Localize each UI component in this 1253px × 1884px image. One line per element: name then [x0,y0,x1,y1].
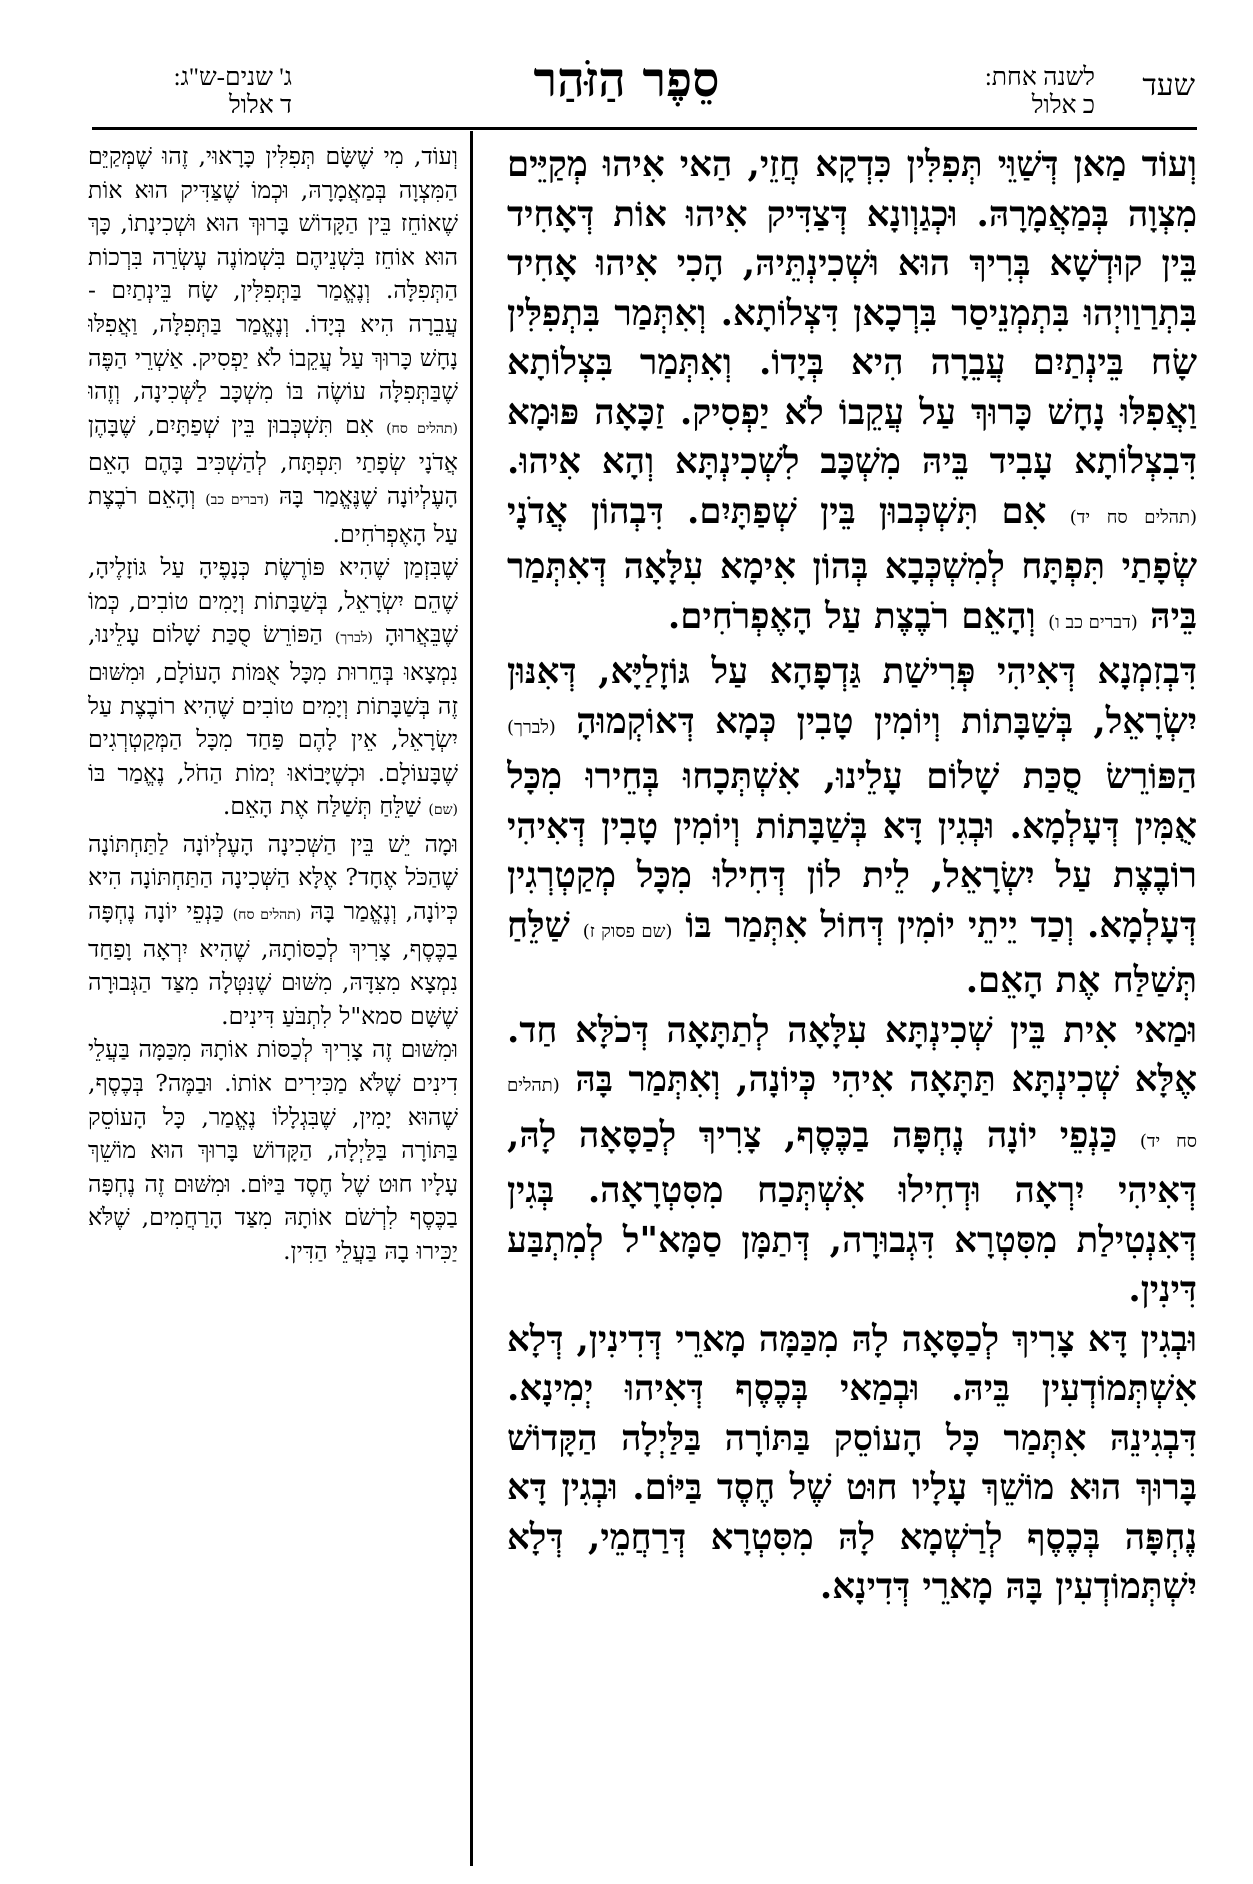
main-p1-text: וְעוֹד מַאן דְּשַׁוֵּי תְּפִלִּין כִּדְקָא חֲזֵי, הַאי אִיהוּ מְקַיֵּים מִצְוָה בְּמַאֲמָרָהּ. וּכְגַוְונָא דְּצַדִּיק אִיהוּ אוֹת דְּאָחִיד בֵּין קוּדְשָׁא בְּרִיךְ הוּא וּשְׁכִינְתֵּיהּ, הָכִי אִיהוּ אָחִיד בִּתְרַוַויְהוּ בִּתְמְנֵיסַר בִּרְכָאן דִּצְלוֹתָא. וְאִתְּמַר בִּתְפִלִּין שָׂח בֵּינְתַיִם עֲבֵרָה הִיא בְּיָדוֹ. וְאִתְּמַר בִּצְלוֹתָא וַאֲפִלּוּ נָחָשׁ כָּרוּךְ עַל עֲקֵבוֹ לֹא יַפְסִיק. זַכָּאָה פּוּמָא דִּבִצְלוֹתָא עָבִיד בֵּיהּ מִשְׁכָּב לִשְׁכִינְתָּא וְהָא אִיהוּ. [507,144,1197,482]
side-p2-ref: (לברך) [334,630,373,647]
main-paragraph-1 [507,140,1197,647]
main-p2-text: דִּבְזִמְנָא דְּאִיהִי פְּרִישַׁת גַּדְפָהָא עַל גּוֹזָלַיָּא, דְּאִנּוּן יִשְׂרָאֵל, בְּשַׁבָּתוֹת וְיוֹמִין טָבִין כְּמָא דְּאוֹקְמוּהָ [507,651,1197,742]
translation-column [88,140,458,1870]
main-p1-cont: אִם תִּשְׁכְּבוּן בֵּין שְׁפַתָּיִם. דִּבְהוֹן אֲדֹנָי שְׂפָתַי תִּפְתָּח לְמִשְׁכְּבָא בְּהוֹן אִימָא עִלָּאָה דְּאִתְּמַר בֵּיהּ [507,490,1197,637]
side-p1-end: וְהָאֵם רֹבֶצֶת עַל הָאֶפְרֹחִים. [88,481,458,548]
side-p4-text: וּמִשּׁוּם זֶה צָרִיךְ לְכַסּוֹת אוֹתָהּ מִכַּמָּה בַּעֲלֵי דִינִים שֶׁלֹּא מַכִּירִים אוֹתוֹ. וּבַמֶּה? בְּכֶסֶף, שֶׁהוּא יָמִין, שֶׁבִּגְלָלוֹ נֶאֱמַר, כָּל הָעוֹסֵק בַּתּוֹרָה בַּלַּיְלָה, הַקָּדוֹשׁ בָּרוּךְ הוּא מוֹשֵׁךְ עָלָיו חוּט שֶׁל חֶסֶד בַּיּוֹם. וּמִשּׁוּם זֶה נֶחְפָּה בַכֶּסֶף לִרְשֹׁם אוֹתָהּ מִצַּד הָרַחֲמִים, שֶׁלֹּא יַכִּירוּ בָהּ בַּעֲלֵי הַדִּין. [88,1035,458,1265]
side-paragraph-2 [88,551,458,828]
side-p1-ref: (תהלים סח) [386,420,458,437]
main-p3-cont: כַּנְפֵי יוֹנָה נֶחְפָּה בַכֶּסֶף, צָרִיךְ לְכַסָּאָה לָהּ, דְּאִיהִי יִרְאָה וּדְחִילוּ אִשְׁתְּכַח מִסִּטְרָאָה. בְּגִין דְּאִנְטִילַת מִסִּטְרָא דִּגְבוּרָה, דְּתַמָּן סַמָּא"ל לְמִתְבַּע דִּינִין. [507,1114,1197,1310]
page-number: שעד [1142,69,1195,102]
column-divider [470,131,473,1866]
one-year-schedule-line1: לשנה אחת: [984,64,1095,91]
side-p2-end: שַׁלֵּחַ תְּשַׁלַּח אֶת הָאֵם. [222,792,421,821]
header-rule [92,127,1197,130]
main-p1-ref2: (דברים כב ו) [1048,611,1138,633]
main-p1-end: וְהָאֵם רֹבֶצֶת עַל הָאֶפְרֹחִים. [667,595,1036,637]
side-paragraph-1 [88,140,458,551]
side-p2-cont: הַפּוֹרֵשׂ סֻכַּת שָׁלוֹם עָלֵינוּ, נִמְצָאוּ בְּחֵרוּת מִכָּל אֻמּוֹת הָעוֹלָם, וּמִשּׁוּם זֶה בְּשַׁבָּתוֹת וְיָמִים טוֹבִים שֶׁהִיא רוֹבֶצֶת עַל יִשְׂרָאֵל, אֵין לָהֶם פַּחַד מִכָּל הַמְּקַטְרְגִים שֶׁבָּעוֹלָם. וּכְשֶׁיָּבוֹאוּ יְמוֹת הַחֹל, נֶאֱמַר בּוֹ [88,620,458,787]
side-p2-text: שֶׁבִּזְמַן שֶׁהִיא פּוֹרֶשֶׂת כְּנָפֶיהָ עַל גּוֹזָלֶיהָ, שֶׁהֵם יִשְׂרָאֵל, בְּשַׁבָּתוֹת וְיָמִים טוֹבִים, כְּמוֹ שֶׁבֵּאֲרוּהָ [88,553,458,649]
main-p2-ref2: (שם פסוק ז) [582,920,673,942]
one-year-schedule-line2: כ אלול [1031,92,1095,119]
main-paragraph-4 [507,1315,1197,1612]
side-paragraph-3 [88,828,458,1034]
main-paragraph-2 [507,647,1197,1006]
three-year-schedule-line2: ד אלול [228,92,292,119]
main-p2-end: שַׁלֵּחַ תְּשַׁלַּח אֶת הָאֵם. [507,904,1197,1001]
side-paragraph-4 [88,1033,458,1268]
main-text-column [507,140,1197,1870]
side-p3-ref: (תהלים סח) [232,907,302,924]
side-p2-ref2: (שם) [428,802,458,819]
main-p3-ref: (תהלים סח יד) [507,1075,1197,1152]
side-p3-cont: כַּנְפֵי יוֹנָה נֶחְפָּה בַכֶּסֶף, צָרִיךְ לְכַסּוֹתָהּ, שֶׁהִיא יִרְאָה וָפַחַד נִמְצָא מִצִּדָּהּ, מִשּׁוּם שֶׁנִּטְּלָה מִצַּד הַגְּבוּרָה שֶׁשָּׁם סמא"ל לִתְבֹּעַ דִּינִים. [88,897,458,1030]
side-p3-text: וּמָה יֵשׁ בֵּין הַשְּׁכִינָה הָעֶלְיוֹנָה לַתַּחְתּוֹנָה שֶׁהַכֹּל אֶחָד? אֶלָּא הַשְּׁכִינָה הַתַּחְתּוֹנָה הִיא כְּיוֹנָה, וְנֶאֱמַר בָּהּ [88,829,458,926]
side-p1-ref2: (דברים כב) [205,491,270,508]
side-p1-text: וְעוֹד, מִי שֶׁשָּׂם תְּפִלִּין כָּרָאוּי, זֶהוּ שֶׁמְּקַיֵּם הַמִּצְוָה בְּמַאֲמָרָהּ, וּכְמוֹ שֶׁצַּדִּיק הוּא אוֹת שֶׁאוֹחֵז בֵּין הַקָּדוֹשׁ בָּרוּךְ הוּא וּשְׁכִינָתוֹ, כָּךְ הוּא אוֹחֵז בִּשְׁנֵיהֶם בִּשְׁמוֹנֶה עֶשְׂרֵה בִּרְכוֹת הַתְּפִלָּה. וְנֶאֱמַר בַּתְּפִלִּין, שָׂח בֵּינְתַיִם - עֲבֵרָה הִיא בְּיָדוֹ. וְנֶאֱמַר בַּתְּפִלָּה, וַאֲפִלּוּ נָחָשׁ כָּרוּךְ עַל עֲקֵבוֹ לֹא יַפְסִיק. אַשְׁרֵי הַפֶּה שֶׁבַּתְּפִלָּה עוֹשֶׂה בּוֹ מִשְׁכָּב לַשְּׁכִינָה, וְזֶהוּ [88,142,458,406]
book-title: סֵפֶר הַזֹּהַר [533,52,720,108]
side-p1-cont: אִם תִּשְׁכְּבוּן בֵּין שְׁפַתָּיִם, שֶׁבָּהֶן אֲדֹנָי שְׂפָתַי תִּפְתָּח, לְהַשְׁכִּיב בָּהֶם הָאֵם הָעֶלְיוֹנָה שֶׁנֶּאֱמַר בָּהּ [88,410,458,510]
main-p4-text: וּבְגִין דָּא צָרִיךְ לְכַסָּאָה לָהּ מִכַּמָּה מָארֵי דְּדִינִין, דְּלָא אִשְׁתְּמוֹדְעִין בֵּיהּ. וּבְמַאי בְּכֶסֶף דְּאִיהוּ יְמִינָא. דִּבְגִינֵהּ אִתְּמַר כָּל הָעוֹסֵק בַּתּוֹרָה בַּלַּיְלָה הַקָּדוֹשׁ בָּרוּךְ הוּא מוֹשֵׁךְ עָלָיו חוּט שֶׁל חֶסֶד בַּיּוֹם. וּבְגִין דָּא נֶחְפָּה בְּכֶסֶף לְרַשְׁמָא לָהּ מִסִּטְרָא דְּרַחֲמֵי, דְּלָא יִשְׁתְּמוֹדְעִין בָּהּ מָארֵי דְּדִינָא. [507,1318,1197,1607]
three-year-schedule-line1: ג' שנים-ש"ג: [173,64,292,91]
main-p3-text: וּמַאי אִית בֵּין שְׁכִינְתָּא עִלָּאָה לְתַתָּאָה דְּכֹלָּא חַד. אֶלָּא שְׁכִינְתָּא תַּתָּאָה אִיהִי כְּיוֹנָה, וְאִתְּמַר בָּהּ [507,1009,1197,1100]
main-p2-ref: (לברך) [507,716,556,738]
main-p1-ref: (תהלים סח יד) [1069,506,1197,528]
main-p2-cont: הַפּוֹרֵשׂ סֻכַּת שָׁלוֹם עָלֵינוּ, אִשְׁתְּכָחוּ בְּחֵירוּ מִכָּל אֻמִּין דְּעָלְמָא. וּבְגִין דָּא בְּשַׁבָּתוֹת וְיוֹמִין טָבִין דְּאִיהִי רוֹבֶצֶת עַל יִשְׂרָאֵל, לֵית לוֹן דְּחִילוּ מִכָּל מְקַטְרְגִין דְּעָלְמָא. וְכַד יֵיתֵי יוֹמִין דְּחוֹל אִתְּמַר בּוֹ [507,756,1197,946]
main-paragraph-3 [507,1006,1197,1315]
three-year-schedule-label [92,64,292,120]
